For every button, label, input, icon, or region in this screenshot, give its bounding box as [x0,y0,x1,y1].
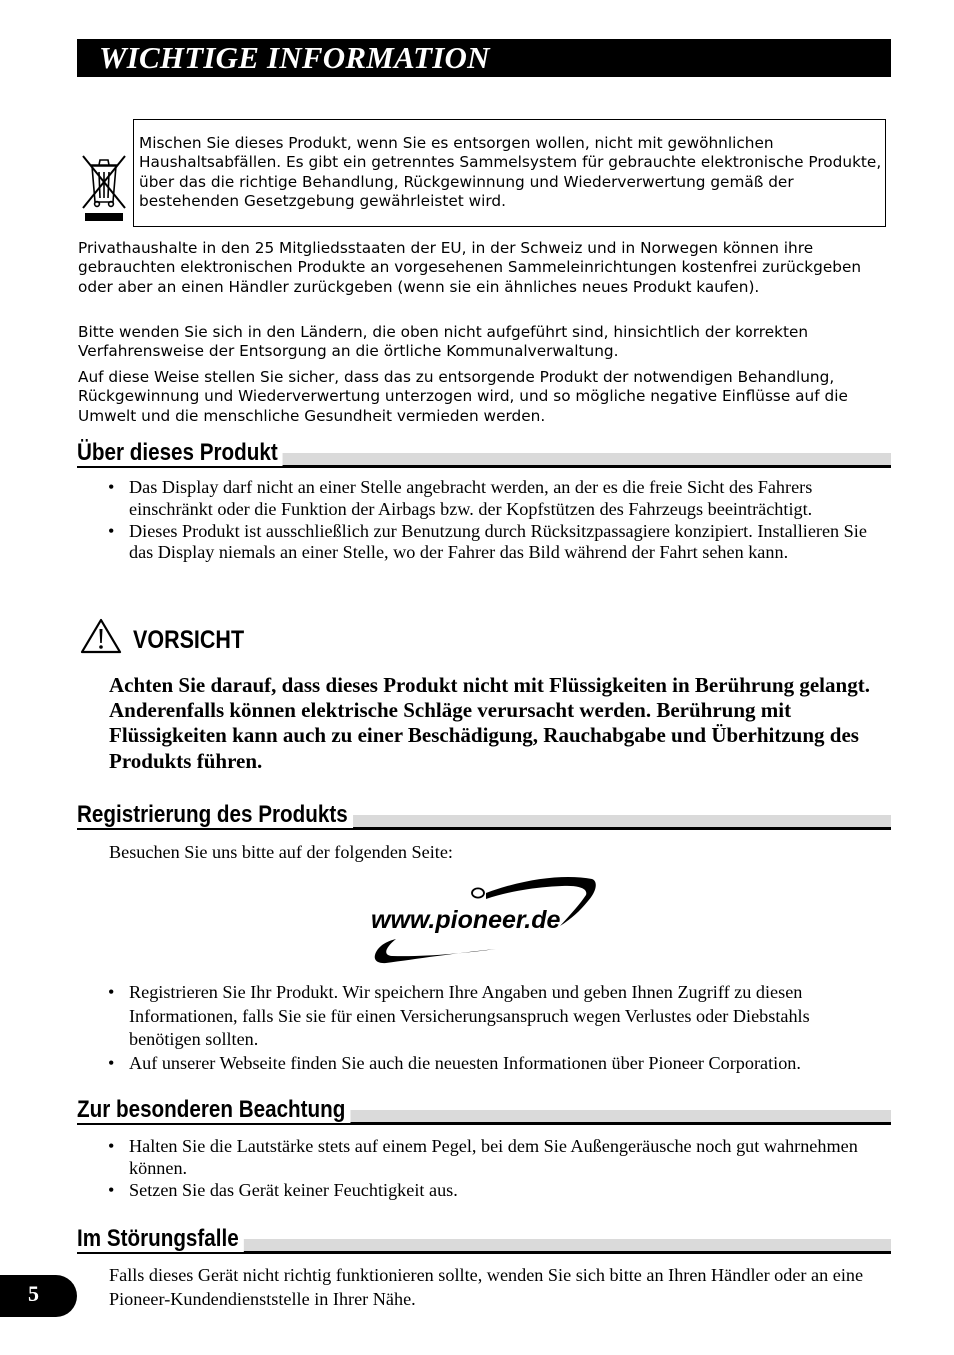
section-header-registration [77,800,891,830]
section-heading: Registrierung des Produkts [77,802,353,828]
website-url: www.pioneer.de [371,906,561,934]
page-number: 5 [28,1281,39,1306]
registration-intro: Besuchen Sie uns bitte auf der folgenden Seite: [109,842,453,862]
list-item: • Setzen Sie das Gerät keiner Feuchtigkeit aus. [108,1179,458,1200]
trouble-text: Falls dieses Gerät nicht richtig funktionieren sollte, wenden Sie sich bitte an Ihren Händler oder an eine Pioneer-Kundendienststelle in Ihrer Nähe. [109,1265,864,1309]
list-item: • Registrieren Sie Ihr Produkt. Wir speichern Ihre Angaben und geben Ihnen Zugriff zu diesen Informationen, falls Sie sie für einen Versicherungsanspruch wegen Verlustes oder Diebstahls benötigen sollten. [108,982,810,1049]
list-item: • Halten Sie die Lautstärke stets auf einem Pegel, bei dem Sie Außengeräusche noch gut wahrnehmen können. [108,1136,858,1178]
page-title-bar [77,39,891,77]
disposal-paragraph: Auf diese Weise stellen Sie sicher, dass das zu entsorgende Produkt der notwendigen Behandlung, Rückgewinnung und Wiederverwertung unterzogen wird, und so mögliche negative Einflüsse auf die Umwelt und die menschliche Gesundheit vermieden werden. [78,368,848,425]
section-heading: Zur besonderen Beachtung [77,1097,351,1123]
disposal-notice-box [133,119,886,227]
pioneer-website-logo [366,871,602,967]
disposal-paragraph: Privathaushalte in den 25 Mitgliedsstaaten der EU, in der Schweiz und in Norwegen können ihre gebrauchten elektronischen Produkte an vorgesehenen Sammeleinrichtungen kostenfrei zurückgeben oder aber an einen Händler zurückgeben (wenn sie ein ähnliches neues Produkt kaufen). [78,239,862,296]
section-header-about [77,438,891,468]
list-item: • Auf unserer Webseite finden Sie auch die neuesten Informationen über Pioneer Corporation. [108,1053,801,1073]
list-item: • Das Display darf nicht an einer Stelle angebracht werden, an der es die freie Sicht des Fahrers einschränkt oder die Funktion der Airbags bzw. der Kopfstützen des Fahrzeugs beeinträchtigt. [108,477,813,519]
section-header-special [77,1095,891,1125]
section-header-trouble [77,1224,891,1254]
special-bullet-list [108,1136,878,1202]
about-bullet-list [108,477,878,564]
warning-triangle-icon [80,618,122,654]
crossed-bin-icon [80,150,128,226]
caution-text: Achten Sie darauf, dass dieses Produkt nicht mit Flüssigkeiten in Berührung gelangt. Anderenfalls können elektrische Schläge verursacht werden. Berührung mit Flüssigkeiten kann auch zu einer Beschädigung, Rauchabgabe und Überhitzung des Produkts führen. [109,673,870,773]
list-item: • Dieses Produkt ist ausschließlich zur Benutzung durch Rücksitzpassagiere konzipiert. Installieren Sie das Display niemals an einer Stelle, wo der Fahrer das Bild während der Fahrt sehen kann. [108,520,867,563]
section-heading: Im Störungsfalle [77,1226,244,1252]
disposal-notice-text: Mischen Sie dieses Produkt, wenn Sie es entsorgen wollen, nicht mit gewöhnlichen Haushaltsabfällen. Es gibt ein getrenntes Sammelsystem für gebrauchte elektronische Produkte, über das die richtige Behandlung, Rückgewinnung und Wiederverwertung gemäß der bestehenden Gesetzgebung gewährleistet wird. [139,134,882,210]
disposal-paragraph: Bitte wenden Sie sich in den Ländern, die oben nicht aufgeführt sind, hinsichtlich der korrekten Verfahrensweise der Entsorgung an die örtliche Kommunalverwaltung. [78,323,809,361]
page-title: WICHTIGE INFORMATION [99,40,490,75]
caution-title: VORSICHT [133,626,245,654]
registration-bullet-list [108,981,878,1076]
page-number-tab [0,1275,77,1317]
section-heading: Über dieses Produkt [77,440,283,466]
